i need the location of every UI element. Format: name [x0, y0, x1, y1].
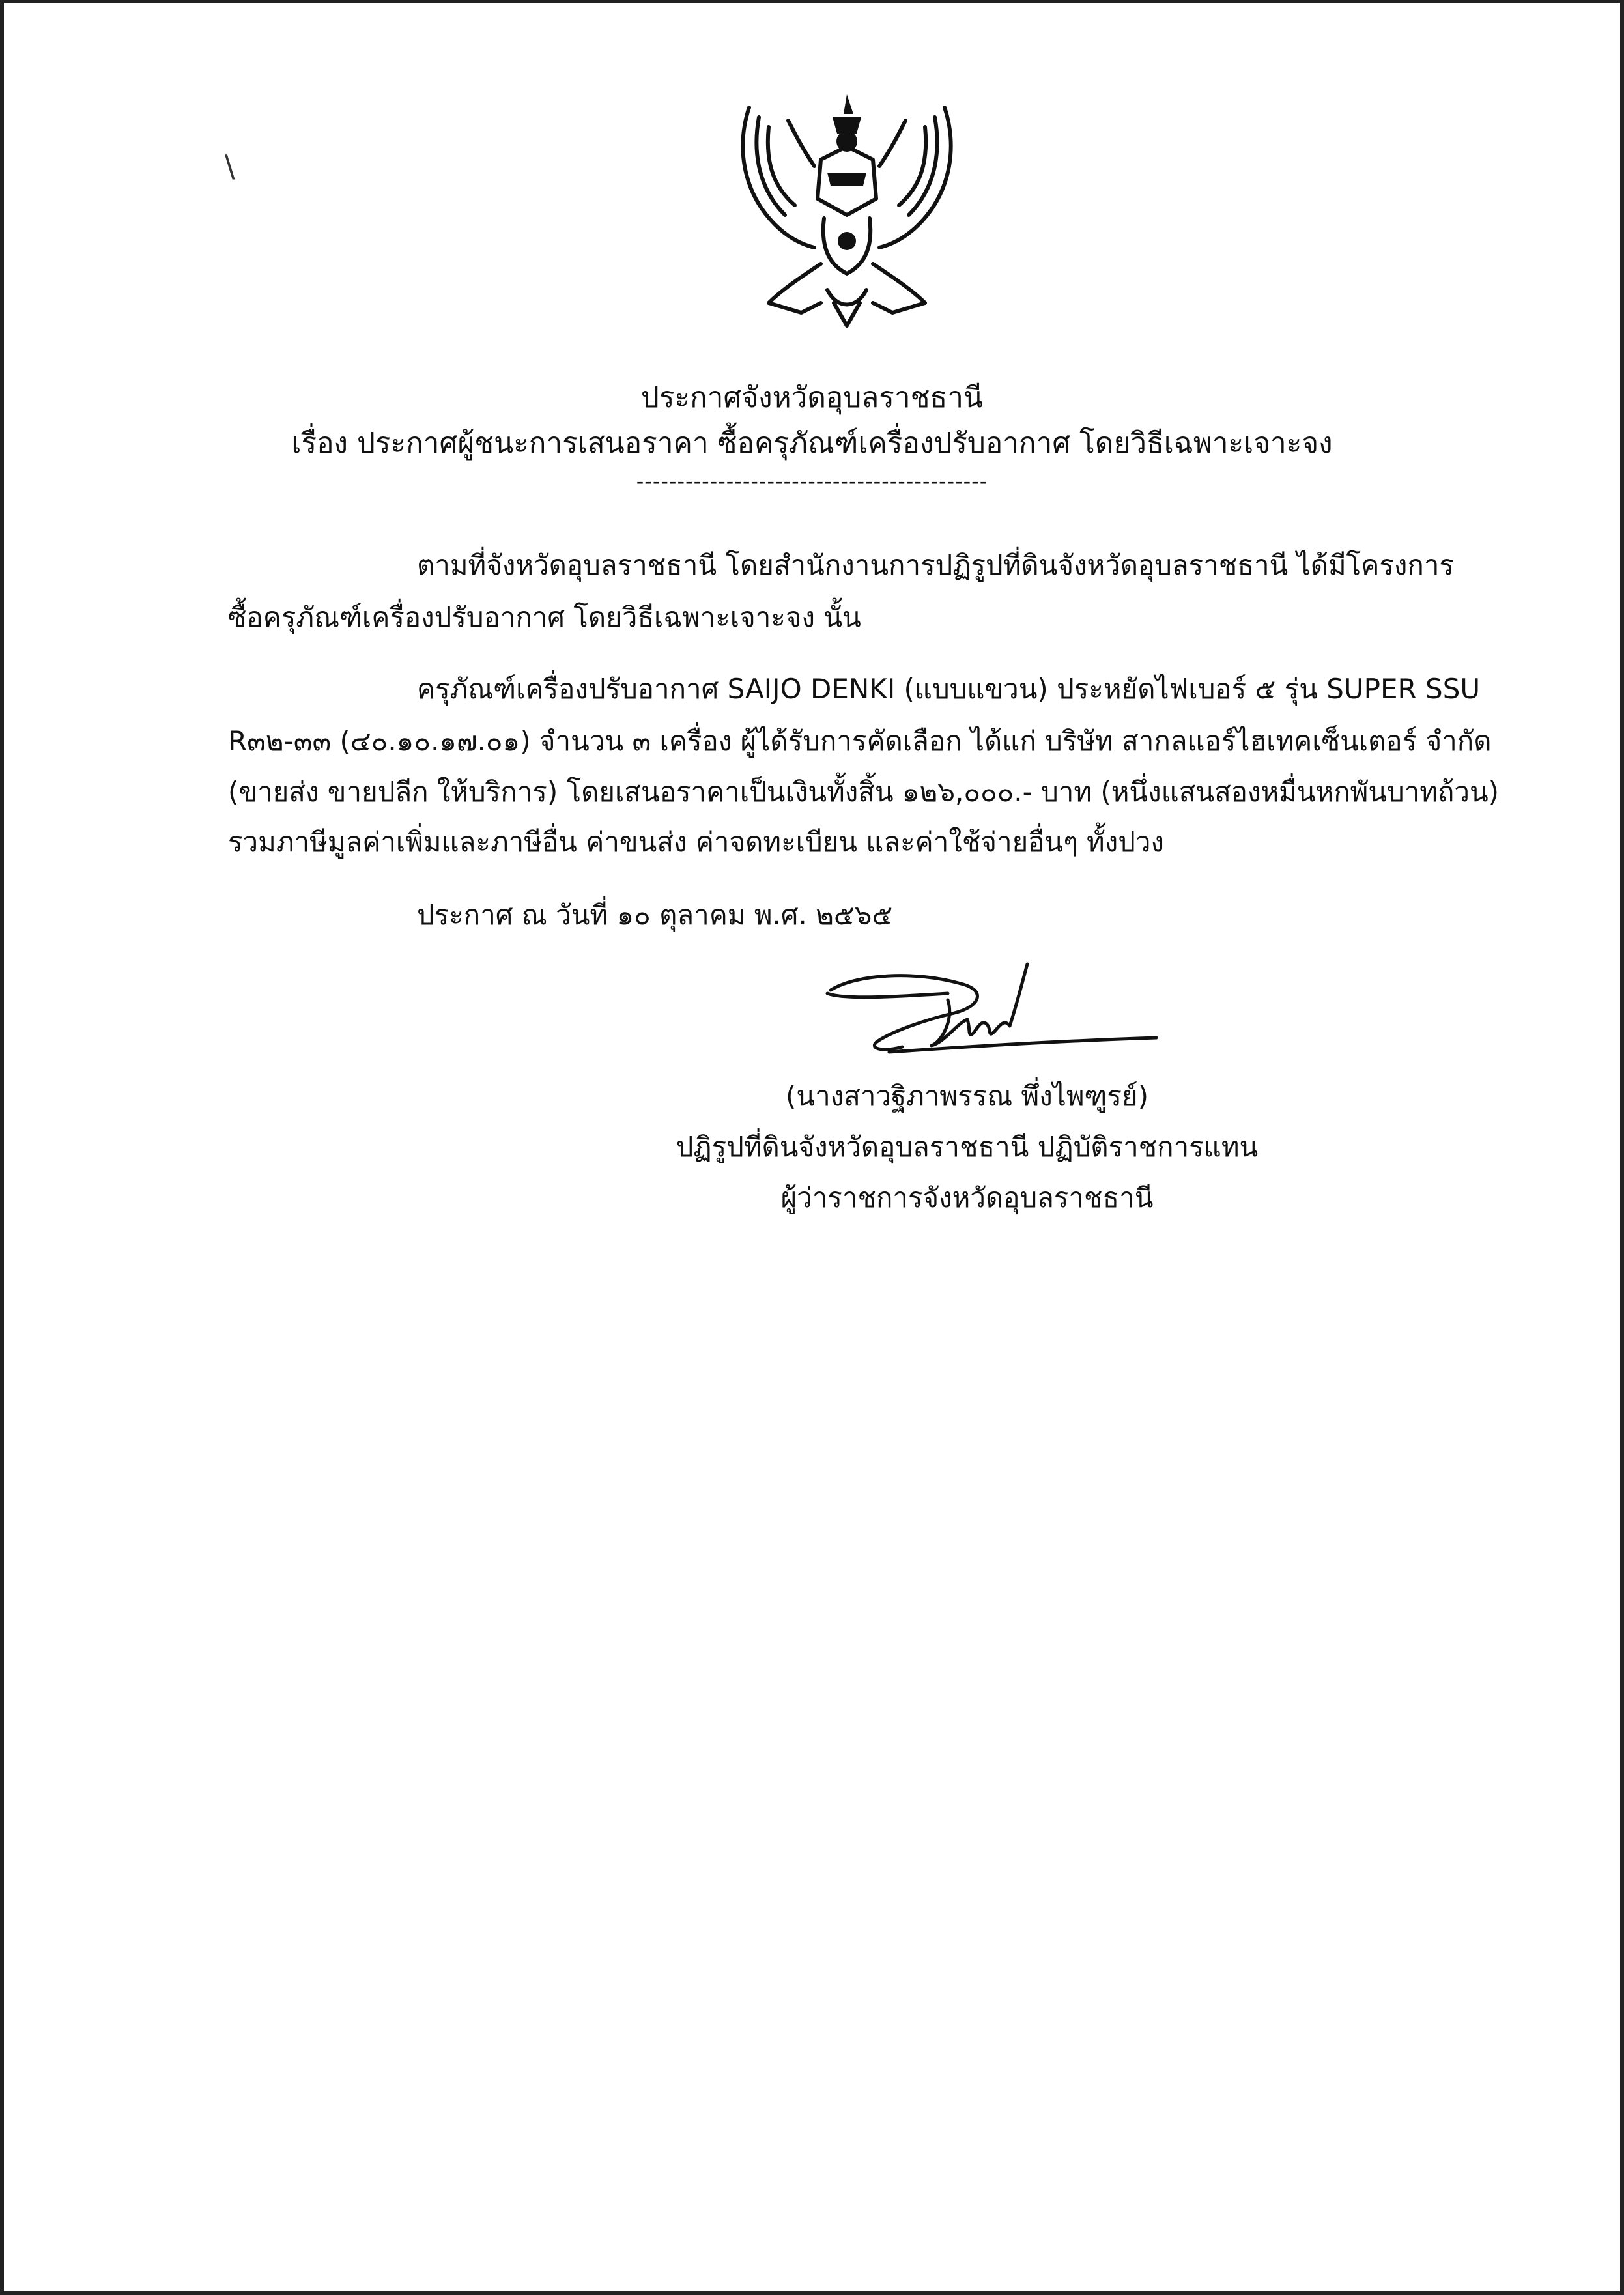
paragraph-2-line-1: ครุภัณฑ์เครื่องปรับอากาศ SAIJO DENKI (แบบแขวน) ประหยัดไฟเบอร์ ๕ รุ่น SUPER SSU: [417, 673, 1481, 705]
stray-mark: \: [225, 149, 235, 184]
paragraph-1-line-2: ซื้อครุภัณฑ์เครื่องปรับอากาศ โดยวิธีเฉพาะเจาะจง นั้น: [228, 601, 861, 633]
paragraph-2-line-3: (ขายส่ง ขายปลีก ให้บริการ) โดยเสนอราคาเป็นเงินทั้งสิ้น ๑๒๖,๐๐๐.- บาท (หนึ่งแสนสองหมื่นหกพันบาทถ้วน): [228, 776, 1500, 808]
garuda-emblem-icon: [723, 94, 971, 332]
paragraph-2-line-4: รวมภาษีมูลค่าเพิ่มและภาษีอื่น ค่าขนส่ง ค่าจดทะเบียน และค่าใช้จ่ายอื่นๆ ทั้งปวง: [228, 826, 1164, 858]
handwritten-signature: [818, 961, 1169, 1065]
signatory-name: (นางสาวฐิภาพรรณ พึ่งไพฑูรย์): [786, 1080, 1148, 1112]
announcement-title: ประกาศจังหวัดอุบลราชธานี: [640, 381, 984, 414]
signatory-position-1: ปฏิรูปที่ดินจังหวัดอุบลราชธานี ปฏิบัติราชการแทน: [676, 1131, 1259, 1163]
announcement-date: ประกาศ ณ วันที่ ๑๐ ตุลาคม พ.ศ. ๒๕๖๕: [417, 899, 893, 931]
announcement-subject: เรื่อง ประกาศผู้ชนะการเสนอราคา ซื้อครุภัณฑ์เครื่องปรับอากาศ โดยวิธีเฉพาะเจาะจง: [291, 427, 1333, 460]
paragraph-2-line-2: R๓๒-๓๓ (๔๐.๑๐.๑๗.๐๑) จำนวน ๓ เครื่อง ผู้ได้รับการคัดเลือก ได้แก่ บริษัท สากลแอร์ไฮเทคเซ็นเตอร์ จำกัด: [228, 725, 1492, 757]
signatory-position-2: ผู้ว่าราชการจังหวัดอุบลราชธานี: [780, 1182, 1154, 1214]
header-divider: -------------------------------------------: [636, 469, 988, 494]
paragraph-1-line-1: ตามที่จังหวัดอุบลราชธานี โดยสำนักงานการปฏิรูปที่ดินจังหวัดอุบลราชธานี ได้มีโครงการ: [417, 549, 1454, 581]
